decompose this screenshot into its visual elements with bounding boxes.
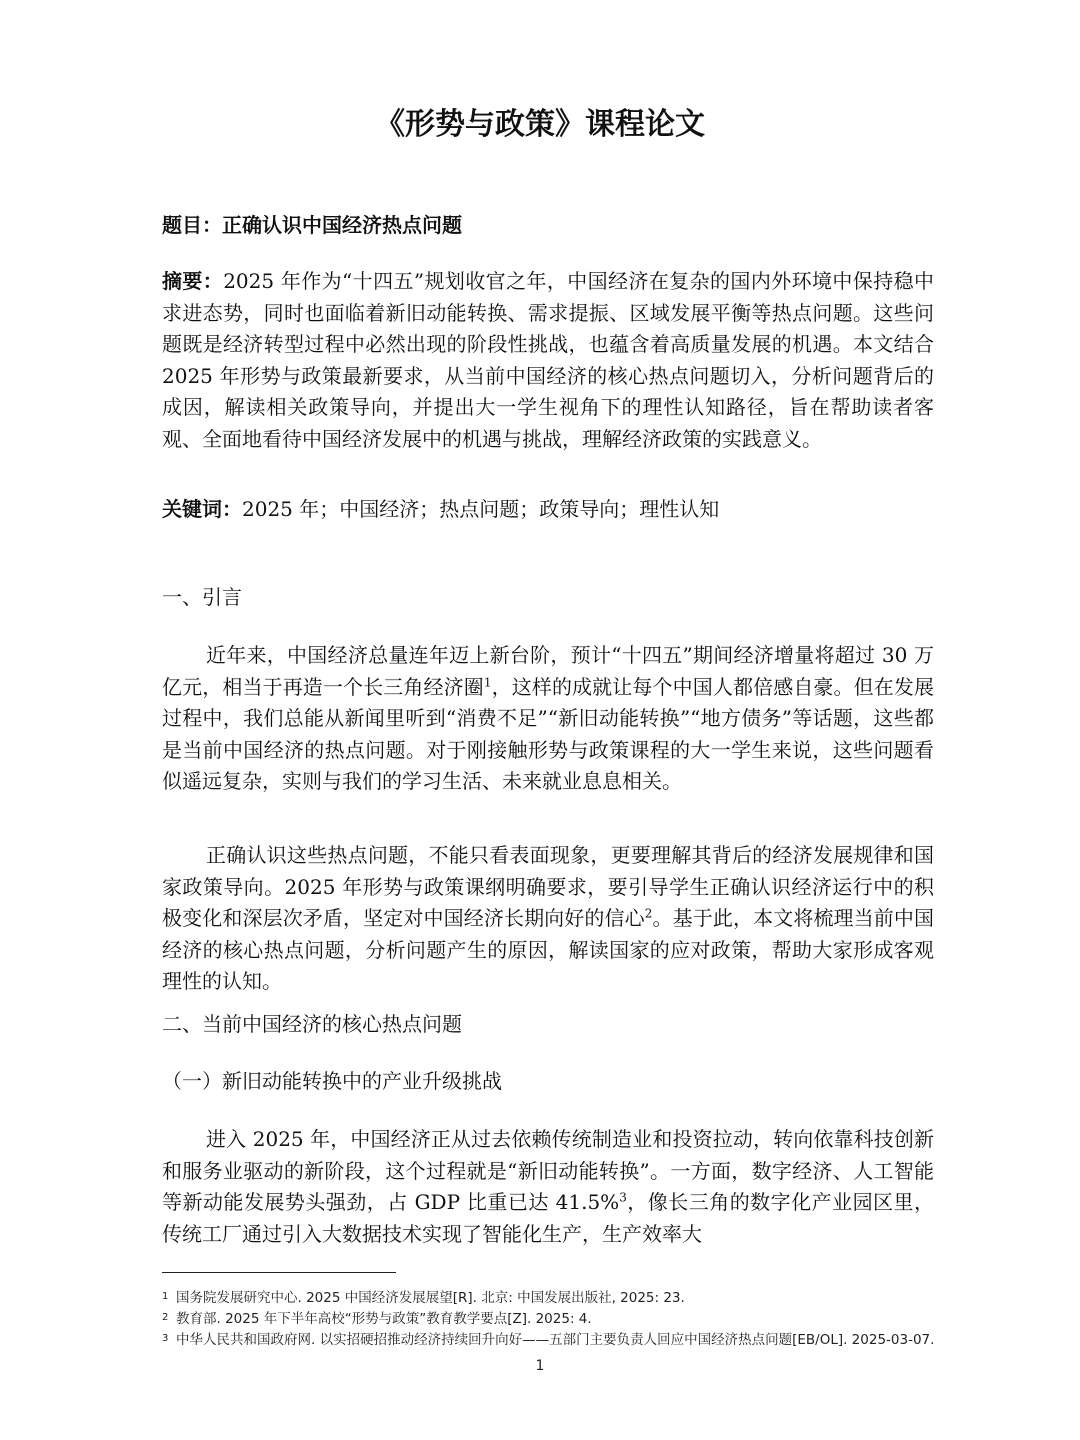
- footnotes: [162, 1288, 942, 1351]
- industry-p1-text-a: 进入 2025 年，中国经济正从过去依赖传统制造业和投资拉动，转向依靠科技创新和服务业驱动的新阶段，这个过程就是“新旧动能转换”。一方面，数字经济、人工智能等新动能发展势头强劲，占 GDP 比重已达 41.5%: [162, 1127, 934, 1214]
- intro-paragraph-2: [162, 840, 934, 998]
- intro-p1-text-b: ，这样的成就让每个中国人都倍感自豪。但在发展过程中，我们总能从新闻里听到“消费不足”“新旧动能转换”“地方债务”等话题，这些都是当前中国经济的热点问题。对于刚接触形势与政策课程的大一学生来说，这些问题看似遥远复杂，实则与我们的学习生活、未来就业息息相关。: [162, 674, 935, 793]
- footnote-mark: 1: [162, 1291, 169, 1302]
- intro-p2-text-a: 正确认识这些热点问题，不能只看表面现象，更要理解其背后的经济发展规律和国家政策导向。2025 年形势与政策课纲明确要求，要引导学生正确认识经济运行中的积极变化和深层次矛盾，坚定对中国经济长期向好的信心: [162, 843, 934, 930]
- intro-paragraph-1: [162, 640, 934, 798]
- topic-text: 正确认识中国经济热点问题: [222, 213, 462, 237]
- abstract-text: 2025 年作为“十四五”规划收官之年，中国经济在复杂的国内外环境中保持稳中求进态势，同时也面临着新旧动能转换、需求提振、区域发展平衡等热点问题。这些问题既是经济转型过程中必然出现的阶段性挑战，也蕴含着高质量发展的机遇。本文结合 2025 年形势与政策最新要求，从当前中国经济的核心热点问题切入，分析问题背后的成因，解读相关政策导向，并提出大一学生视角下的理性认知路径，旨在帮助读者客观、全面地看待中国经济发展中的机遇与挑战，理解经济政策的实践意义。: [162, 269, 934, 451]
- topic-line: [162, 210, 934, 242]
- footnote-mark: 3: [162, 1333, 169, 1344]
- industry-paragraph-1: [162, 1124, 934, 1250]
- footnote-ref-2: 2: [644, 906, 653, 921]
- keywords-label: 关键词：: [162, 497, 242, 521]
- footnote-item: [162, 1330, 942, 1351]
- footnote-text: 中华人民共和国政府网. 以实招硬招推动经济持续回升向好——五部门主要负责人回应中国经济热点问题[EB/OL]. 2025-03-07.: [176, 1332, 935, 1348]
- topic-label: 题目：: [162, 213, 222, 237]
- footnote-text: 国务院发展研究中心. 2025 中国经济发展展望[R]. 北京: 中国发展出版社, 2025: 23.: [176, 1290, 685, 1306]
- footnote-ref-3: 3: [619, 1190, 627, 1205]
- keywords-line: [162, 494, 934, 526]
- footnote-item: [162, 1288, 942, 1309]
- footnote-mark: 2: [162, 1312, 169, 1323]
- footnote-separator: [162, 1272, 396, 1273]
- industry-p1-text-b: ，像长三角的数字化产业园区里，传统工厂通过引入大数据技术实现了智能化生产，生产效率大: [162, 1190, 935, 1246]
- subsection-heading-industry: （一）新旧动能转换中的产业升级挑战: [162, 1069, 502, 1093]
- paper-title: 《形势与政策》课程论文: [375, 107, 705, 142]
- keywords-text: 2025 年；中国经济；热点问题；政策导向；理性认知: [242, 497, 720, 521]
- section-heading-hot-issues: 二、当前中国经济的核心热点问题: [162, 1012, 462, 1036]
- intro-p2-text-b: 。基于此，本文将梳理当前中国经济的核心热点问题，分析问题产生的原因，解读国家的应对政策，帮助大家形成客观理性的认知。: [162, 906, 935, 993]
- abstract-label: 摘要：: [162, 269, 224, 293]
- footnote-text: 教育部. 2025 年下半年高校“形势与政策”教育教学要点[Z]. 2025: 4.: [176, 1311, 592, 1327]
- footnote-ref-1: 1: [483, 674, 492, 689]
- section-heading-intro: 一、引言: [162, 585, 242, 609]
- abstract-paragraph: [162, 266, 934, 455]
- footnote-item: [162, 1309, 942, 1330]
- page-number: 1: [535, 1358, 545, 1374]
- intro-p1-text-a: 近年来，中国经济总量连年迈上新台阶，预计“十四五”期间经济增量将超过 30 万亿元，相当于再造一个长三角经济圈: [162, 643, 934, 699]
